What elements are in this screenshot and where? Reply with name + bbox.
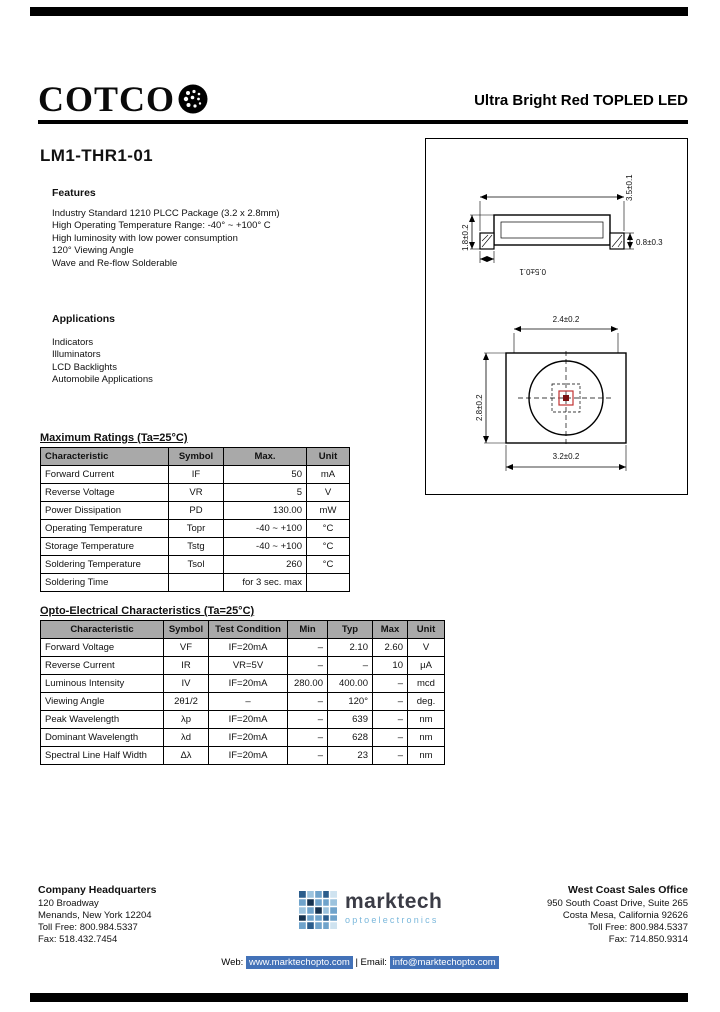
column-header: Symbol	[169, 448, 224, 466]
applications-section	[52, 313, 382, 387]
list-item: 120 Broadway	[38, 898, 99, 909]
table-cell: nm	[408, 747, 445, 765]
package-dimension-drawing	[426, 139, 685, 492]
table-row	[41, 466, 350, 484]
table-cell: Viewing Angle	[41, 693, 164, 711]
column-header: Characteristic	[41, 621, 164, 639]
table-cell: Soldering Time	[41, 574, 169, 592]
table-cell: IF=20mA	[209, 747, 288, 765]
table-cell: 23	[328, 747, 373, 765]
features-section	[52, 187, 382, 270]
dim-top-body-width: 3.2±0.2	[552, 452, 580, 461]
bottom-rule-bar	[30, 993, 688, 1002]
table-cell: Tsol	[169, 556, 224, 574]
table-cell: λp	[164, 711, 209, 729]
column-header: Test Condition	[209, 621, 288, 639]
column-header: Characteristic	[41, 448, 169, 466]
table-cell: Storage Temperature	[41, 538, 169, 556]
table-cell: IF	[169, 466, 224, 484]
led-chip	[563, 395, 569, 401]
table-row	[41, 502, 350, 520]
table-cell	[169, 574, 224, 592]
list-item: LCD Backlights	[52, 361, 117, 373]
table-cell: 2.10	[328, 639, 373, 657]
table-cell: 2.60	[373, 639, 408, 657]
table-row	[41, 556, 350, 574]
table-cell: –	[288, 639, 328, 657]
table-cell: –	[328, 657, 373, 675]
table-cell: IV	[164, 675, 209, 693]
column-header: Typ	[328, 621, 373, 639]
table-cell: 10	[373, 657, 408, 675]
max-ratings-table	[40, 447, 350, 592]
opto-characteristics-table	[40, 620, 445, 765]
top-rule-bar	[30, 7, 688, 16]
table-cell: 280.00	[288, 675, 328, 693]
table-cell: IF=20mA	[209, 675, 288, 693]
table-cell: –	[288, 693, 328, 711]
table-cell: Dominant Wavelength	[41, 729, 164, 747]
table-header-row	[41, 448, 350, 466]
list-item: 950 South Coast Drive, Suite 265	[546, 898, 688, 909]
table-cell: VR	[169, 484, 224, 502]
west-coast-block	[547, 884, 688, 946]
dim-side-thickness: 0.8±0.3	[636, 238, 663, 247]
headquarters-block	[38, 884, 156, 946]
table-cell: Luminous Intensity	[41, 675, 164, 693]
list-item: Indicators	[52, 337, 94, 348]
table-cell: –	[373, 675, 408, 693]
features-heading: Features	[52, 187, 96, 199]
table-row	[41, 520, 350, 538]
email-label: | Email:	[355, 957, 387, 968]
list-item: Automobile Applications	[52, 374, 153, 386]
table-cell: Power Dissipation	[41, 502, 169, 520]
table-cell: °C	[307, 538, 350, 556]
brand-globe-icon	[178, 84, 208, 114]
table-cell: Spectral Line Half Width	[41, 747, 164, 765]
dim-top-body-height: 2.8±0.2	[475, 394, 484, 421]
list-item: 120° Viewing Angle	[52, 245, 134, 257]
brand-logo	[38, 80, 208, 118]
table-cell: 50	[224, 466, 307, 484]
web-contact-line	[0, 957, 720, 968]
table-cell: –	[373, 729, 408, 747]
table-cell: IR	[164, 657, 209, 675]
opto-characteristics-title: Opto-Electrical Characteristics (Ta=25°C)	[40, 605, 255, 617]
table-cell: Operating Temperature	[41, 520, 169, 538]
table-row	[41, 484, 350, 502]
table-cell: Topr	[169, 520, 224, 538]
table-cell: 2θ1/2	[164, 693, 209, 711]
list-item: High luminosity with low power consumption	[52, 232, 238, 244]
table-row	[41, 747, 445, 765]
table-cell: Forward Voltage	[41, 639, 164, 657]
header-divider	[38, 120, 688, 124]
table-row	[41, 574, 350, 592]
table-row	[41, 711, 445, 729]
table-cell: °C	[307, 556, 350, 574]
table-cell: –	[288, 729, 328, 747]
table-cell: –	[373, 693, 408, 711]
max-ratings-title: Maximum Ratings (Ta=25°C)	[40, 432, 188, 444]
list-item: Industry Standard 1210 PLCC Package (3.2 x 2.8mm)	[52, 208, 280, 219]
applications-list	[52, 337, 382, 387]
west-coast-title: West Coast Sales Office	[567, 884, 688, 896]
table-cell: for 3 sec. max	[224, 574, 307, 592]
table-cell	[307, 574, 350, 592]
table-cell: Forward Current	[41, 466, 169, 484]
headquarters-address	[38, 898, 156, 946]
table-cell: Tstg	[169, 538, 224, 556]
table-cell: 5	[224, 484, 307, 502]
features-list	[52, 208, 382, 270]
list-item: Illuminators	[52, 349, 101, 361]
list-item: Toll Free: 800.984.5337	[588, 922, 688, 933]
brand-name: COTCO	[38, 79, 176, 119]
applications-heading: Applications	[52, 313, 116, 325]
list-item: High Operating Temperature Range: -40° ~ +100° C	[52, 220, 271, 232]
table-cell: –	[209, 693, 288, 711]
list-item: Wave and Re-flow Solderable	[52, 257, 178, 269]
table-row	[41, 657, 445, 675]
dim-side-height: 1.8±0.2	[461, 224, 470, 251]
table-cell: –	[288, 747, 328, 765]
column-header: Unit	[408, 621, 445, 639]
table-cell: nm	[408, 711, 445, 729]
column-header: Symbol	[164, 621, 209, 639]
side-view-body	[494, 215, 610, 245]
table-cell: 628	[328, 729, 373, 747]
table-cell: Peak Wavelength	[41, 711, 164, 729]
table-cell: λd	[164, 729, 209, 747]
list-item: Fax: 518.432.7454	[38, 934, 118, 945]
table-cell: mA	[307, 466, 350, 484]
table-row	[41, 538, 350, 556]
web-label: Web:	[221, 957, 244, 968]
table-cell: 120°	[328, 693, 373, 711]
table-cell: °C	[307, 520, 350, 538]
table-cell: –	[373, 711, 408, 729]
package-drawing-box	[425, 138, 688, 495]
column-header: Max.	[224, 448, 307, 466]
table-header-row	[41, 621, 445, 639]
part-number: LM1-THR1-01	[40, 146, 154, 165]
table-cell: V	[408, 639, 445, 657]
website-link[interactable]: www.marktechopto.com	[246, 956, 353, 969]
table-cell: nm	[408, 729, 445, 747]
table-row	[41, 729, 445, 747]
table-cell: 400.00	[328, 675, 373, 693]
table-cell: –	[288, 711, 328, 729]
dim-side-lead: 0.5±0.1	[519, 267, 546, 276]
email-link[interactable]: info@marktechopto.com	[390, 956, 499, 969]
table-cell: IF=20mA	[209, 729, 288, 747]
table-cell: 130.00	[224, 502, 307, 520]
table-cell: VF	[164, 639, 209, 657]
marktech-wordmark: marktech	[345, 890, 443, 913]
table-cell: -40 ~ +100	[224, 520, 307, 538]
table-cell: μA	[408, 657, 445, 675]
page-title: Ultra Bright Red TOPLED LED	[474, 92, 688, 109]
table-cell: deg.	[408, 693, 445, 711]
table-cell: 260	[224, 556, 307, 574]
list-item: Fax: 714.850.9314	[608, 934, 688, 945]
dim-side-overall-width: 3.5±0.1	[625, 174, 634, 201]
west-coast-address	[547, 898, 688, 946]
marktech-mosaic-icon	[299, 891, 339, 929]
table-cell: -40 ~ +100	[224, 538, 307, 556]
column-header: Unit	[307, 448, 350, 466]
table-cell: IF=20mA	[209, 639, 288, 657]
table-cell: –	[288, 657, 328, 675]
table-cell: Δλ	[164, 747, 209, 765]
table-cell: Reverse Voltage	[41, 484, 169, 502]
column-header: Max	[373, 621, 408, 639]
table-cell: mcd	[408, 675, 445, 693]
table-row	[41, 693, 445, 711]
dim-top-inner-width: 2.4±0.2	[552, 315, 580, 324]
table-row	[41, 639, 445, 657]
table-cell: –	[373, 747, 408, 765]
table-cell: 639	[328, 711, 373, 729]
table-row	[41, 675, 445, 693]
list-item: Toll Free: 800.984.5337	[38, 922, 138, 933]
table-cell: mW	[307, 502, 350, 520]
list-item: Costa Mesa, California 92626	[562, 910, 688, 921]
table-cell: V	[307, 484, 350, 502]
table-cell: VR=5V	[209, 657, 288, 675]
table-cell: IF=20mA	[209, 711, 288, 729]
marktech-subtitle: optoelectronics	[345, 915, 439, 925]
list-item: Menands, New York 12204	[38, 910, 152, 921]
table-cell: Reverse Current	[41, 657, 164, 675]
table-cell: Soldering Temperature	[41, 556, 169, 574]
marktech-logo	[299, 891, 442, 929]
table-cell: PD	[169, 502, 224, 520]
column-header: Min	[288, 621, 328, 639]
headquarters-title: Company Headquarters	[38, 884, 157, 896]
